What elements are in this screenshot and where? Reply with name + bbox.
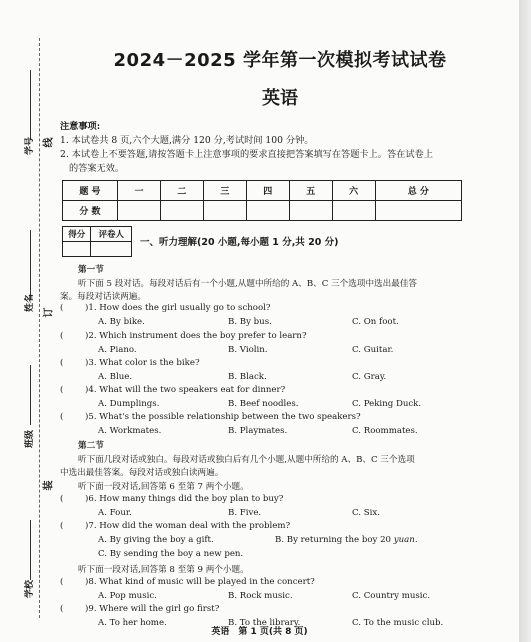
answer-paren: ( <box>60 494 64 504</box>
q9-option-b: B. To the library. <box>228 618 301 628</box>
question-9: )9. Where will the girl go first? <box>85 604 220 614</box>
notice-item-2-cont: 的答案无效。 <box>69 163 125 174</box>
score-row-label: 分 数 <box>63 201 118 221</box>
score-header-cell: 二 <box>160 181 203 201</box>
q8-option-c: C. Country music. <box>352 591 431 601</box>
name-field-line <box>30 230 31 300</box>
subject-title: 英语 <box>262 88 298 109</box>
answer-paren: ( <box>60 604 64 614</box>
section2-sub2: 听下面一段对话,回答第 8 至第 9 两个小题。 <box>78 565 249 575</box>
seal-line-char: 线 <box>43 137 55 148</box>
section2-name: 第二节 <box>78 441 104 451</box>
q7-option-b-text: B. By returning the boy 20 <box>275 535 394 545</box>
q3-option-b: B. Black. <box>228 372 267 382</box>
q9-option-c: C. To the music club. <box>352 618 444 628</box>
notice-head: 注意事项: <box>60 121 101 132</box>
score-header-cell: 一 <box>118 181 161 201</box>
section1-name: 第一节 <box>78 265 104 275</box>
class-label: 班级 <box>25 429 35 448</box>
score-header-cell: 四 <box>246 181 289 201</box>
class-field-line <box>30 365 31 425</box>
grader-reviewer-label: 评卷人 <box>91 227 132 242</box>
score-cell <box>289 201 332 221</box>
q2-option-b: B. Violin. <box>228 345 268 355</box>
section1-instr-cont: 案。每段对话读两遍。 <box>60 292 146 302</box>
q7-option-b <box>275 535 418 545</box>
q7-option-b-currency: yuan <box>393 535 415 545</box>
seal-pack-char: 装 <box>43 480 55 491</box>
grader-reviewer-cell <box>91 242 132 257</box>
answer-paren: ( <box>60 303 64 313</box>
section2-instr-cont: 中选出最佳答案。每段对话或独白读两遍。 <box>60 468 224 478</box>
q4-option-a: A. Dumplings. <box>98 399 160 409</box>
question-7: )7. How did the woman deal with the problem? <box>85 521 291 531</box>
section2-sub1: 听下面一段对话,回答第 6 至第 7 两个小题。 <box>78 482 249 492</box>
score-header-cell: 六 <box>332 181 375 201</box>
grader-score-cell <box>63 242 91 257</box>
answer-paren: ( <box>60 521 64 531</box>
q2-option-c: C. Guitar. <box>352 345 394 355</box>
q8-option-b: B. Rock music. <box>228 591 293 601</box>
q4-option-c: C. Peking Duck. <box>352 399 422 409</box>
q6-option-b: B. Five. <box>228 508 262 518</box>
id-label: 学号 <box>25 136 35 155</box>
question-6: )6. How many things did the boy plan to buy? <box>85 494 284 504</box>
q5-option-a: A. Workmates. <box>98 426 162 436</box>
q3-option-c: C. Gray. <box>352 372 387 382</box>
q1-option-c: C. On foot. <box>352 317 399 327</box>
binding-dashed-line <box>39 38 40 618</box>
score-header-cell: 总 分 <box>375 181 461 201</box>
score-table <box>62 180 462 221</box>
q1-option-a: A. By bike. <box>98 317 145 327</box>
question-5: )5. What's the possible relationship between the two speakers? <box>85 412 361 422</box>
page-footer: 英语 第 1 页(共 8 页) <box>211 627 308 637</box>
grader-table <box>62 226 132 257</box>
q3-option-a: A. Blue. <box>98 372 133 382</box>
score-cell <box>160 201 203 221</box>
seal-bind-char: 订 <box>43 307 55 318</box>
answer-paren: ( <box>60 412 64 422</box>
answer-paren: ( <box>60 331 64 341</box>
q8-option-a: A. Pop music. <box>98 591 157 601</box>
score-header-cell: 三 <box>203 181 246 201</box>
score-cell <box>118 201 161 221</box>
q2-option-a: A. Piano. <box>98 345 137 355</box>
q6-option-c: C. Six. <box>352 508 380 518</box>
score-cell <box>203 201 246 221</box>
q1-option-b: B. By bus. <box>228 317 272 327</box>
notice-item-2: 2. 本试卷上不要答题,请按答题卡上注意事项的要求直接把答案填写在答题卡上。答在试卷上 <box>60 149 433 160</box>
answer-paren: ( <box>60 358 64 368</box>
score-cell <box>246 201 289 221</box>
notice-item-1: 1. 本试卷共 8 页,六个大题,满分 120 分,考试时间 100 分钟。 <box>60 135 314 146</box>
q9-option-a: A. To her home. <box>98 618 167 628</box>
score-cell <box>332 201 375 221</box>
school-label: 学校 <box>25 579 35 598</box>
score-cell <box>375 201 461 221</box>
section1-instr: 听下面 5 段对话。每段对话后有一个小题,从题中所给的 A、B、C 三个选项中选出最佳答 <box>78 279 418 289</box>
exam-title: 2024－2025 学年第一次模拟考试试卷 <box>113 50 447 71</box>
question-2: )2. Which instrument does the boy prefer to learn? <box>85 331 307 341</box>
name-label: 姓名 <box>25 293 35 312</box>
question-8: )8. What kind of music will be played in the concert? <box>85 577 315 587</box>
question-4: )4. What will the two speakers eat for dinner? <box>85 385 286 395</box>
score-table-score-row <box>63 201 462 221</box>
q7-option-c: C. By sending the boy a new pen. <box>98 549 244 559</box>
notice-block <box>60 120 505 176</box>
q5-option-c: C. Roommates. <box>352 426 418 436</box>
q4-option-b: B. Beef noodles. <box>228 399 299 409</box>
id-field-line <box>30 70 31 140</box>
score-header-cell: 五 <box>289 181 332 201</box>
question-1: )1. How does the girl usually go to school? <box>85 303 271 313</box>
answer-paren: ( <box>60 577 64 587</box>
part1-title: 一、听力理解(20 小题,每小题 1 分,共 20 分) <box>140 237 339 248</box>
answer-paren: ( <box>60 385 64 395</box>
grader-score-label: 得分 <box>63 227 91 242</box>
score-header-cell: 题 号 <box>63 181 118 201</box>
question-3: )3. What color is the bike? <box>85 358 200 368</box>
q7-option-b-end: . <box>414 535 418 545</box>
school-field-line <box>30 520 31 580</box>
q7-option-a: A. By giving the boy a gift. <box>98 535 214 545</box>
q5-option-b: B. Playmates. <box>228 426 288 436</box>
q6-option-a: A. Four. <box>98 508 132 518</box>
section2-instr: 听下面几段对话或独白。每段对话或独白后有几个小题,从题中所给的 A、B、C 三个选项 <box>78 455 415 465</box>
next-page-edge <box>519 0 531 642</box>
score-table-header-row <box>63 181 462 201</box>
